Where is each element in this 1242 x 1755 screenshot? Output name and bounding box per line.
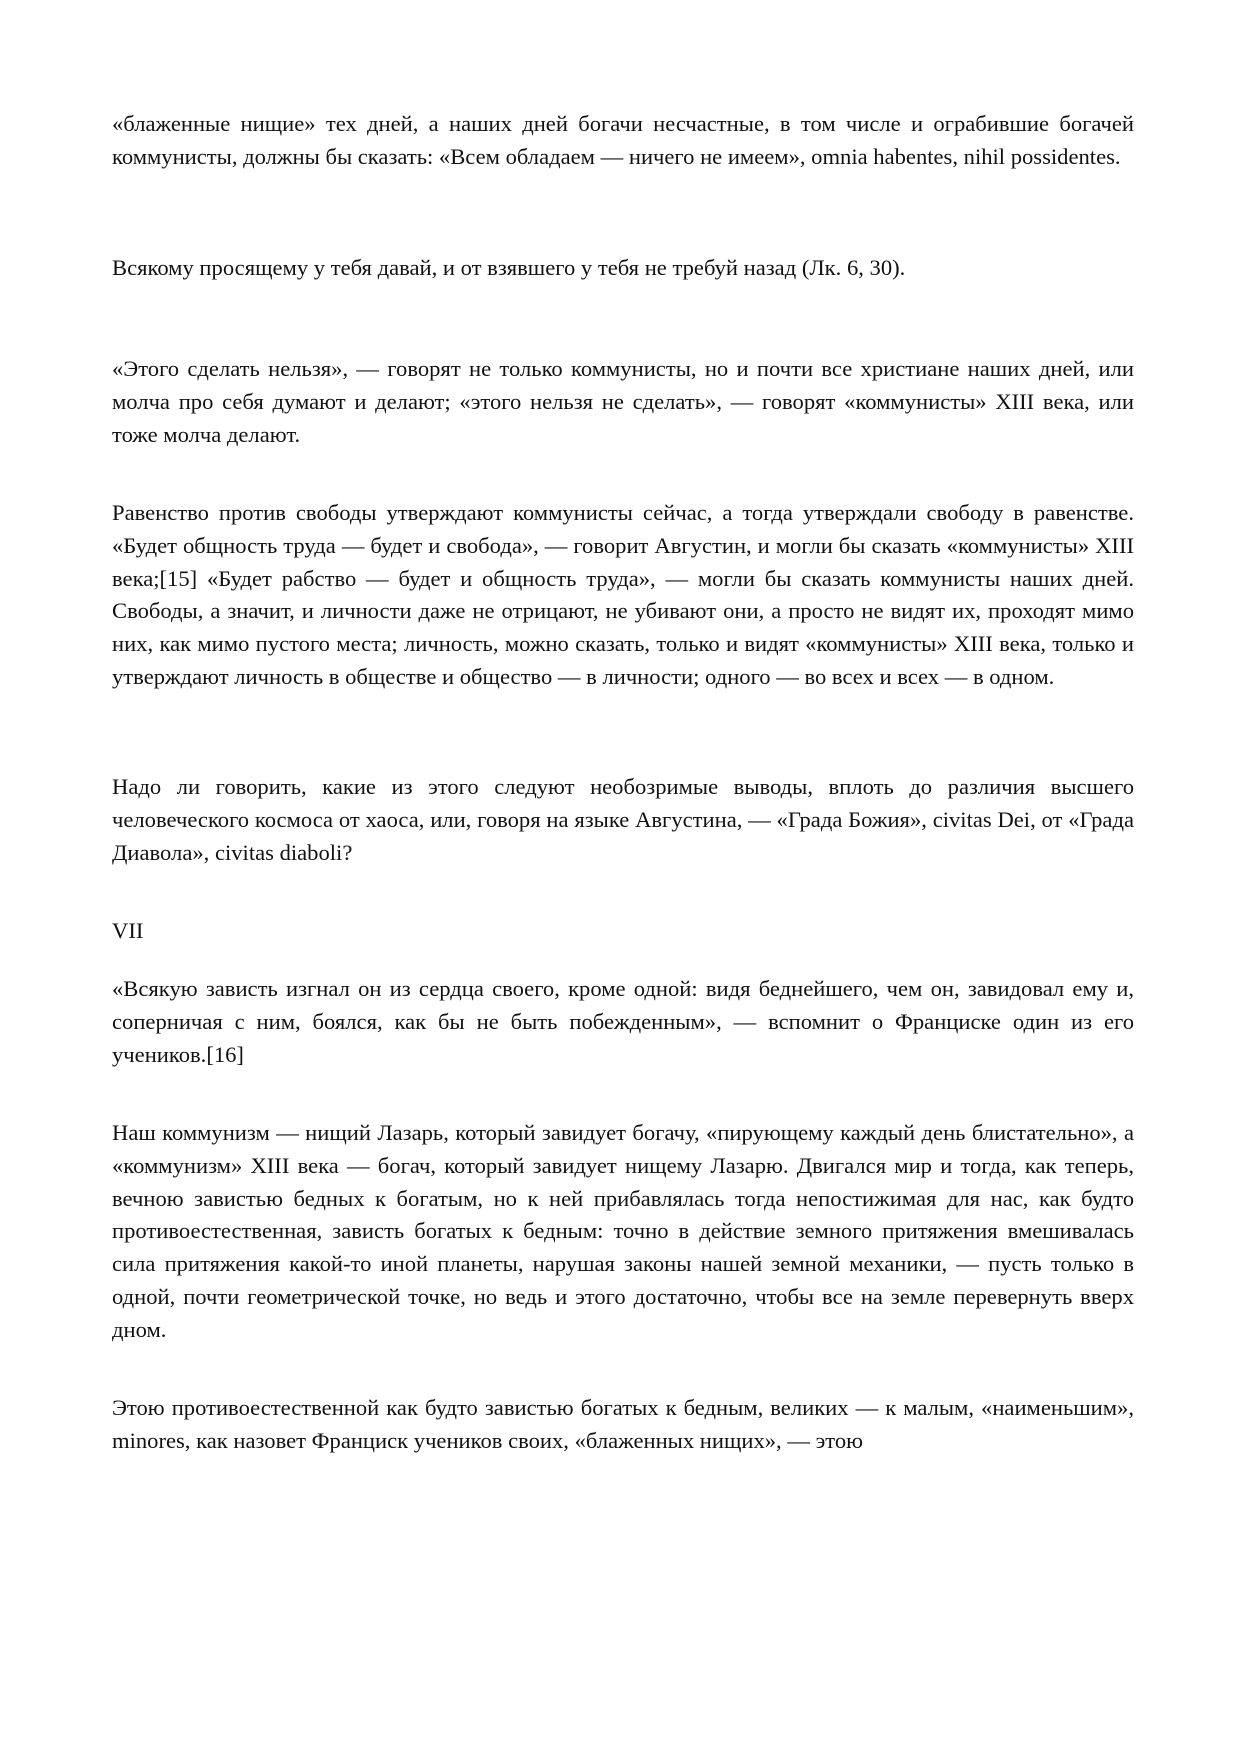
paragraph: «Всякую зависть изгнал он из сердца своего, кроме одной: видя беднейшего, чем он, завидовал ему и, соперничая с ним, боялся, как бы не быть побежденным», — вспомнит о Франциске один из его учеников.[16] (112, 976, 1134, 1067)
paragraph: «блаженные нищие» тех дней, а наших дней богачи несчастные, в том числе и ограбившие богачей коммунисты, должны бы сказать: «Всем обладаем — ничего не имеем», omnia habentes, nihil possidentes. (112, 111, 1134, 169)
paragraph: «Этого сделать нельзя», — говорят не только коммунисты, но и почти все христиане наших дней, или молча про себя думают и делают; «этого нельзя не сделать», — говорят «коммунисты» XIII века, или тоже молча делают. (112, 356, 1134, 447)
section-heading: VII (112, 918, 144, 943)
paragraph: Надо ли говорить, какие из этого следуют необозримые выводы, вплоть до различия высшего человеческого космоса от хаоса, или, говоря на языке Августина, — «Града Божия», civitas Dei, от «Града Диавола», civitas diaboli? (112, 774, 1134, 865)
paragraph: Этою противоестественной как будто завистью богатых к бедным, великих — к малым, «наименьшим», minores, как назовет Франциск учеников своих, «блаженных нищих», — этою (112, 1395, 1134, 1453)
paragraph: Равенство против свободы утверждают коммунисты сейчас, а тогда утверждали свободу в равенстве. «Будет общность труда — будет и свобода», — говорит Августин, и могли бы сказать «коммунисты» XIII века;[15] «Будет рабство — будет и общность труда», — могли бы сказать коммунисты наших дней. Свободы, а значит, и личности даже не отрицают, не убивают они, а просто не видят их, проходят мимо них, как мимо пустого места; личность, можно сказать, только и видят «коммунисты» XIII века, только и утверждают личность в обществе и общество — в личности; одного — во всех и всех — в одном. (112, 500, 1134, 689)
paragraph: Всякому просящему у тебя давай, и от взявшего у тебя не требуй назад (Лк. 6, 30). (112, 255, 906, 280)
paragraph: Наш коммунизм — нищий Лазарь, который завидует богачу, «пирующему каждый день блистательно», а «коммунизм» XIII века — богач, который завидует нищему Лазарю. Двигался мир и тогда, как теперь, вечною завистью бедных к богатым, но к ней прибавлялась тогда непостижимая для нас, как будто противоестественная, зависть богатых к бедным: точно в действие земного притяжения вмешивалась сила притяжения какой-то иной планеты, нарушая законы нашей земной механики, — пусть только в одной, почти геометрической точке, но ведь и этого достаточно, чтобы все на земле перевернуть вверх дном. (112, 1120, 1134, 1342)
